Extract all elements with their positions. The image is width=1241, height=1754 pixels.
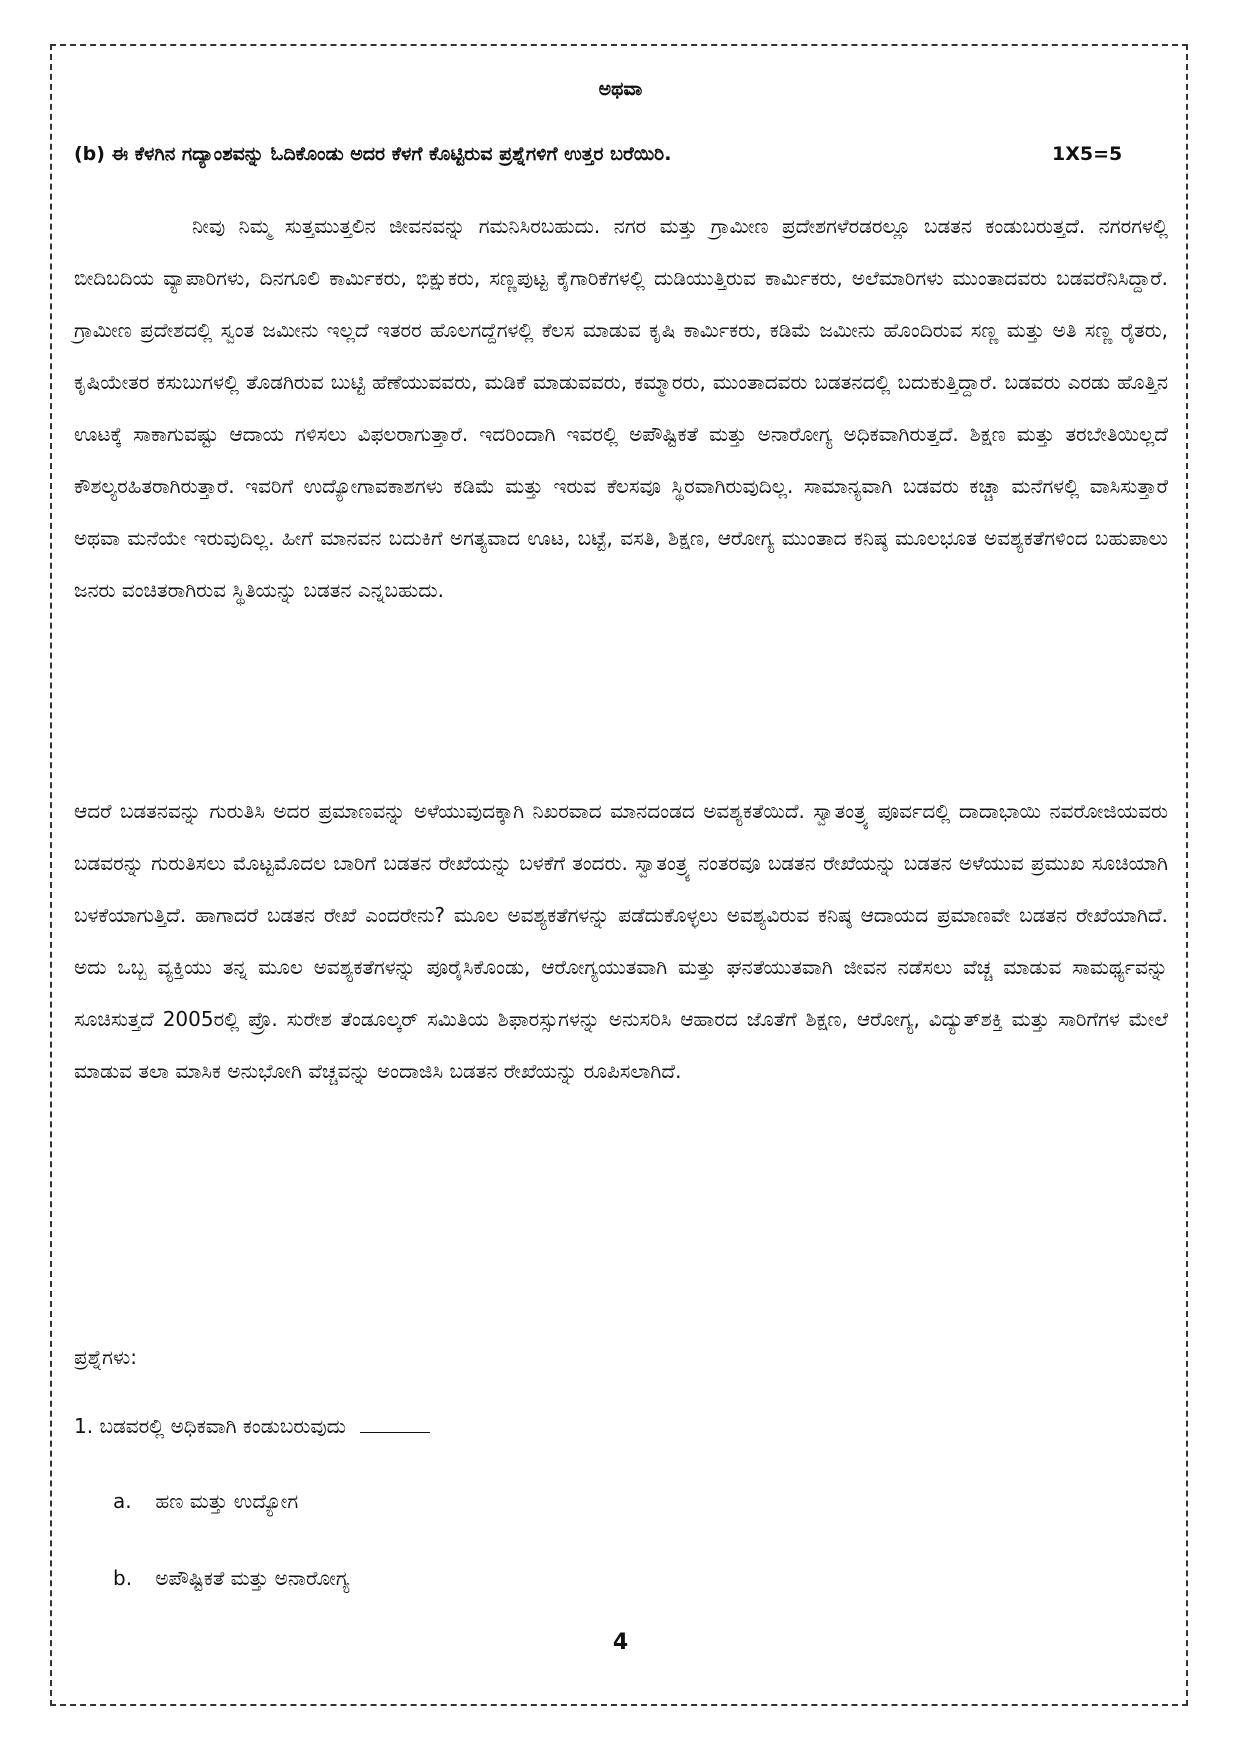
page-number: 4 — [612, 1630, 629, 1655]
instruction-text: ಈ ಕೆಳಗಿನ ಗದ್ಯಾಂಶವನ್ನು ಓದಿಕೊಂಡು ಅದರ ಕೆಳಗೆ ಕೊಟ್ಟಿರುವ ಪ್ರಶ್ನೆಗಳಿಗೆ ಉತ್ತರ ಬರೆಯಿರಿ. — [111, 143, 672, 165]
question-1 — [74, 1414, 430, 1438]
option-a — [113, 1489, 298, 1513]
questions-label: ಪ್ರಶ್ನೆಗಳು: — [74, 1345, 137, 1369]
option-text: ಅಪೌಷ್ಟಿಕತೆ ಮತ್ತು ಅನಾರೋಗ್ಯ — [155, 1566, 350, 1590]
option-letter: a. — [113, 1489, 132, 1513]
instruction — [74, 143, 1124, 165]
passage-paragraph-1: ನೀವು ನಿಮ್ಮ ಸುತ್ತಮುತ್ತಲಿನ ಜೀವನವನ್ನು ಗಮನಿಸಿರಬಹುದು. ನಗರ ಮತ್ತು ಗ್ರಾಮೀಣ ಪ್ರದೇಶಗಳೆರಡರಲ್ಲೂ ಬಡತನ ಕಂಡುಬರುತ್ತದೆ. ನಗರಗಳಲ್ಲಿ ಬೀದಿಬದಿಯ ವ್ಯಾಪಾರಿಗಳು, ದಿನಗೂಲಿ ಕಾರ್ಮಿಕರು, ಭಿಕ್ಷುಕರು, ಸಣ್ಣಪುಟ್ಟ ಕೈಗಾರಿಕೆಗಳಲ್ಲಿ ದುಡಿಯುತ್ತಿರುವ ಕಾರ್ಮಿಕರು, ಅಲೆಮಾರಿಗಳು ಮುಂತಾದವರು ಬಡವರೆನಿಸಿದ್ದಾರೆ. ಗ್ರಾಮೀಣ ಪ್ರದೇಶದಲ್ಲಿ ಸ್ವಂತ ಜಮೀನು ಇಲ್ಲದೆ ಇತರರ ಹೊಲಗದ್ದೆಗಳಲ್ಲಿ ಕೆಲಸ ಮಾಡುವ ಕೃಷಿ ಕಾರ್ಮಿಕರು, ಕಡಿಮೆ ಜಮೀನು ಹೊಂದಿರುವ ಸಣ್ಣ ಮತ್ತು ಅತಿ ಸಣ್ಣ ರೈತರು, ಕೃಷಿಯೇತರ ಕಸುಬುಗಳಲ್ಲಿ ತೊಡಗಿರುವ ಬುಟ್ಟಿ ಹೆಣೆಯುವವರು, ಮಡಿಕೆ ಮಾಡುವವರು, ಕಮ್ಮಾರರು, ಮುಂತಾದವರು ಬಡತನದಲ್ಲಿ ಬದುಕುತ್ತಿದ್ದಾರೆ. ಬಡವರು ಎರಡು ಹೊತ್ತಿನ ಊಟಕ್ಕೆ ಸಾಕಾಗುವಷ್ಟು ಆದಾಯ ಗಳಿಸಲು ವಿಫಲರಾಗುತ್ತಾರೆ. ಇದರಿಂದಾಗಿ ಇವರಲ್ಲಿ ಅಪೌಷ್ಟಿಕತೆ ಮತ್ತು ಅನಾರೋಗ್ಯ ಅಧಿಕವಾಗಿರುತ್ತದೆ. ಶಿಕ್ಷಣ ಮತ್ತು ತರಬೇತಿಯಿಲ್ಲದೆ ಕೌಶಲ್ಯರಹಿತರಾಗಿರುತ್ತಾರೆ. ಇವರಿಗೆ ಉದ್ಯೋಗಾವಕಾಶಗಳು ಕಡಿಮೆ ಮತ್ತು ಇರುವ ಕೆಲಸವೂ ಸ್ಥಿರವಾಗಿರುವುದಿಲ್ಲ. ಸಾಮಾನ್ಯವಾಗಿ ಬಡವರು ಕಚ್ಚಾ ಮನೆಗಳಲ್ಲಿ ವಾಸಿಸುತ್ತಾರೆ ಅಥವಾ ಮನೆಯೇ ಇರುವುದಿಲ್ಲ. ಹೀಗೆ ಮಾನವನ ಬದುಕಿಗೆ ಅಗತ್ಯವಾದ ಊಟ, ಬಟ್ಟೆ, ವಸತಿ, ಶಿಕ್ಷಣ, ಆರೋಗ್ಯ ಮುಂತಾದ ಕನಿಷ್ಠ ಮೂಲಭೂತ ಅವಶ್ಯಕತೆಗಳಿಂದ ಬಹುಪಾಲು ಜನರು ವಂಚಿತರಾಗಿರುವ ಸ್ಥಿತಿಯನ್ನು ಬಡತನ ಎನ್ನಬಹುದು. — [74, 214, 1168, 602]
answer-blank — [360, 1414, 430, 1433]
option-text: ಹಣ ಮತ್ತು ಉದ್ಯೋಗ — [155, 1489, 299, 1513]
marks: 1X5=5 — [1052, 143, 1123, 165]
instruction-label: (b) — [74, 143, 105, 165]
option-b — [113, 1566, 349, 1590]
option-letter: b. — [113, 1566, 133, 1590]
section-heading: ಅಥವಾ — [598, 78, 643, 100]
passage-paragraph-2: ಆದರೆ ಬಡತನವನ್ನು ಗುರುತಿಸಿ ಅದರ ಪ್ರಮಾಣವನ್ನು ಅಳೆಯುವುದಕ್ಕಾಗಿ ನಿಖರವಾದ ಮಾನದಂಡದ ಅವಶ್ಯಕತೆಯಿದೆ. ಸ್ವಾತಂತ್ರ್ಯ ಪೂರ್ವದಲ್ಲಿ ದಾದಾಭಾಯಿ ನವರೋಜಿಯವರು ಬಡವರನ್ನು ಗುರುತಿಸಲು ಮೊಟ್ಟಮೊದಲ ಬಾರಿಗೆ ಬಡತನ ರೇಖೆಯನ್ನು ಬಳಕೆಗೆ ತಂದರು. ಸ್ವಾತಂತ್ರ್ಯ ನಂತರವೂ ಬಡತನ ರೇಖೆಯನ್ನು ಬಡತನ ಅಳೆಯುವ ಪ್ರಮುಖ ಸೂಚಿಯಾಗಿ ಬಳಕೆಯಾಗುತ್ತಿದೆ. ಹಾಗಾದರೆ ಬಡತನ ರೇಖೆ ಎಂದರೇನು? ಮೂಲ ಅವಶ್ಯಕತೆಗಳನ್ನು ಪಡೆದುಕೊಳ್ಳಲು ಅವಶ್ಯವಿರುವ ಕನಿಷ್ಠ ಆದಾಯದ ಪ್ರಮಾಣವೇ ಬಡತನ ರೇಖೆಯಾಗಿದೆ. ಅದು ಒಬ್ಬ ವ್ಯಕ್ತಿಯು ತನ್ನ ಮೂಲ ಅವಶ್ಯಕತೆಗಳನ್ನು ಪೂರೈಸಿಕೊಂಡು, ಆರೋಗ್ಯಯುತವಾಗಿ ಮತ್ತು ಘನತೆಯುತವಾಗಿ ಜೀವನ ನಡೆಸಲು ವೆಚ್ಚ ಮಾಡುವ ಸಾಮರ್ಥ್ಯವನ್ನು ಸೂಚಿಸುತ್ತದೆ 2005ರಲ್ಲಿ ಪ್ರೊ. ಸುರೇಶ ತೆಂಡೂಲ್ಕರ್ ಸಮಿತಿಯ ಶಿಫಾರಸ್ಸುಗಳನ್ನು ಅನುಸರಿಸಿ ಆಹಾರದ ಜೊತೆಗೆ ಶಿಕ್ಷಣ, ಆರೋಗ್ಯ, ವಿದ್ಯುತ್‌ಶಕ್ತಿ ಮತ್ತು ಸಾರಿಗೆಗಳ ಮೇಲೆ ಮಾಡುವ ತಲಾ ಮಾಸಿಕ ಅನುಭೋಗಿ ವೆಚ್ಚವನ್ನು ಅಂದಾಜಿಸಿ ಬಡತನ ರೇಖೆಯನ್ನು ರೂಪಿಸಲಾಗಿದೆ. — [74, 799, 1168, 1083]
question-number: 1. — [74, 1414, 94, 1438]
question-text: ಬಡವರಲ್ಲಿ ಅಧಿಕವಾಗಿ ಕಂಡುಬರುವುದು — [99, 1414, 346, 1438]
